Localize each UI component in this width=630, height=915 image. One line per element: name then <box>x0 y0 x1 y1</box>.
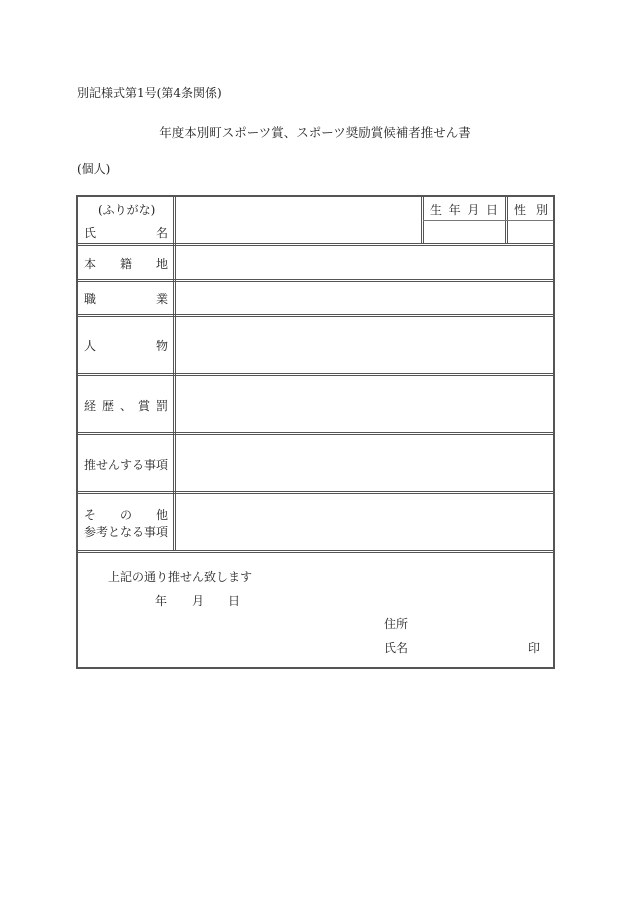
recommender-name-label: 氏名 <box>384 641 409 655</box>
date-day-label: 日 <box>228 594 241 608</box>
gender-label: 性 別 <box>514 203 548 217</box>
occupation-input-cell[interactable] <box>176 281 553 313</box>
person-label: 人 物 <box>84 339 168 353</box>
gender-input-cell[interactable] <box>508 222 553 242</box>
person-input-cell[interactable] <box>176 316 553 372</box>
birthdate-input-cell[interactable] <box>424 222 504 242</box>
domicile-input-cell[interactable] <box>176 245 553 278</box>
birthdate-label: 生 年 月 日 <box>430 203 498 217</box>
occupation-label: 職 業 <box>84 292 168 306</box>
other-input-cell[interactable] <box>176 493 553 549</box>
date-year-label: 年 <box>155 594 168 608</box>
recommendation-form-table <box>76 195 555 669</box>
other-label-line2: 参考となる事項 <box>84 525 169 539</box>
name-input-cell[interactable] <box>176 197 420 243</box>
header-value-divider <box>423 220 553 221</box>
furigana-label: (ふりがな) <box>98 203 156 217</box>
domicile-label: 本 籍 地 <box>84 257 168 271</box>
history-input-cell[interactable] <box>176 375 553 431</box>
document-title: 年度本別町スポーツ賞、スポーツ奨励賞候補者推せん書 <box>159 125 471 140</box>
address-input-cell[interactable] <box>413 611 553 631</box>
form-reference: 別記様式第1号(第4条関係) <box>77 86 222 100</box>
recommender-name-input-cell[interactable] <box>413 635 523 655</box>
recommend-statement: 上記の通り推せん致します <box>108 570 253 584</box>
category-label: (個人) <box>77 162 111 176</box>
date-month-label: 月 <box>192 594 205 608</box>
recommend-input-cell[interactable] <box>176 434 553 490</box>
row-divider <box>78 550 553 553</box>
history-label: 経 歴 、 賞 罰 <box>84 399 168 413</box>
other-label-line1: そ の 他 <box>84 508 168 522</box>
recommend-label: 推せんする事項 <box>84 458 169 472</box>
address-label: 住所 <box>384 617 409 631</box>
name-label: 氏 名 <box>84 226 168 240</box>
seal-label: 印 <box>528 641 541 655</box>
